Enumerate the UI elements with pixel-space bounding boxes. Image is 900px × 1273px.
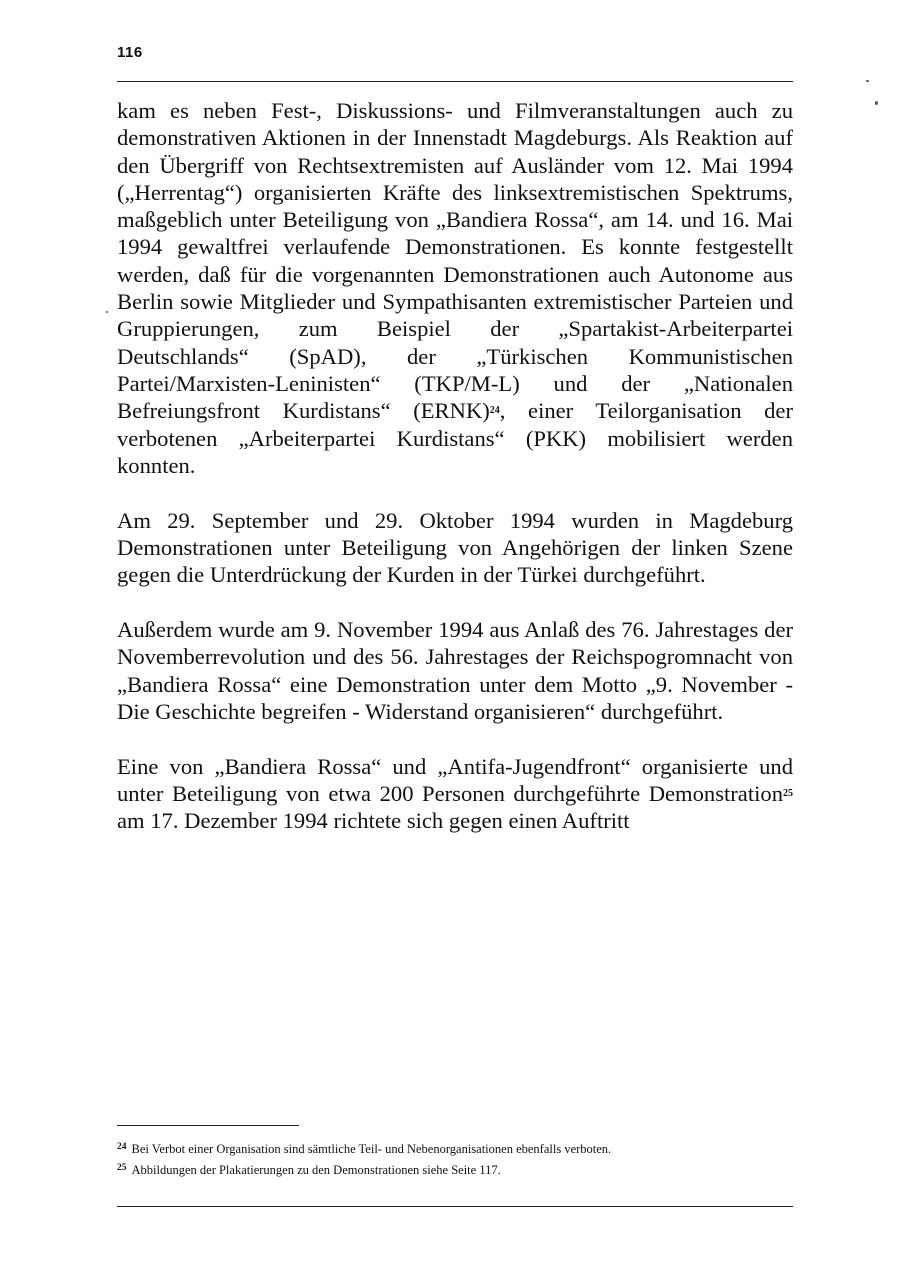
footnote-24 [117, 1138, 793, 1159]
paragraph-4 [117, 753, 793, 835]
footnote-reference-24[interactable]: 24 [489, 405, 500, 417]
scan-speck [866, 80, 869, 82]
footnote-text-25: Abbildungen der Plakatierungen zu den Demonstrationen siehe Seite 117. [131, 1162, 501, 1177]
footnotes [117, 1138, 793, 1179]
paragraph-1-part-2: , einer Teilorganisation der verbotenen „Arbeiterpartei Kurdistans“ (PKK) mobilisiert werden konnten. [117, 398, 793, 478]
paragraph-1-part-1: kam es neben Fest-, Diskussions- und Filmveranstaltungen auch zu demonstrativen Aktionen in der Innenstadt Magdeburgs. Als Reaktion auf den Übergriff von Rechtsextremisten auf Ausländer vom 12. Mai 1994 („Herrentag“) organisierten Kräfte des linksextremistischen Spektrums, maßgeblich unter Beteiligung von „Bandiera Rossa“, am 14. und 16. Mai 1994 gewaltfrei verlaufende Demonstrationen. Es konnte festgestellt werden, daß für die vorgenannten Demonstrationen auch Autonome aus Berlin sowie Mitglieder und Sympathisanten extremistischer Parteien und Gruppierungen, zum Beispiel der „Spartakist-Arbeiterpartei Deutschlands“ (SpAD), der „Türkischen Kommunistischen Partei/Marxisten-Leninisten“ (TKP/M-L) und der „Nationalen Befreiungsfront Kurdistans“ (ERNK) [117, 98, 793, 424]
paragraph-3: Außerdem wurde am 9. November 1994 aus Anlaß des 76. Jahrestages der Novemberrevolution und des 56. Jahrestages der Reichspogromnacht von „Bandiera Rossa“ eine Demonstration unter dem Motto „9. November - Die Geschichte begreifen - Widerstand organisieren“ durchgeführt. [117, 617, 793, 724]
paragraph-1 [117, 97, 793, 479]
footnote-rule [117, 1125, 299, 1126]
scan-speck [106, 311, 108, 313]
paragraph-4-part-1: Eine von „Bandiera Rossa“ und „Antifa-Jugendfront“ organisierte und unter Beteiligung von etwa 200 Personen durchgeführte Demonstration [117, 753, 793, 807]
footnote-number-25: 25 [117, 1162, 127, 1173]
footnote-text-24: Bei Verbot einer Organisation sind sämtliche Teil- und Nebenorganisationen ebenfalls verboten. [131, 1142, 612, 1156]
scan-speck [875, 101, 878, 105]
paragraph-4-part-2: am 17. Dezember 1994 richtete sich gegen einen Auftritt [117, 808, 630, 834]
body-text [117, 97, 793, 862]
paragraph-2: Am 29. September und 29. Oktober 1994 wurden in Magdeburg Demonstrationen unter Beteiligung von Angehörigen der linken Szene gegen die Unterdrückung der Kurden in der Türkei durchgeführt. [117, 507, 793, 588]
footer-rule [117, 1206, 793, 1207]
footnote-reference-25[interactable]: 25 [783, 788, 793, 800]
footnote-25 [117, 1159, 793, 1180]
footnote-number-24: 24 [117, 1142, 127, 1152]
page-number: 116 [117, 44, 143, 61]
header-rule [117, 81, 793, 82]
